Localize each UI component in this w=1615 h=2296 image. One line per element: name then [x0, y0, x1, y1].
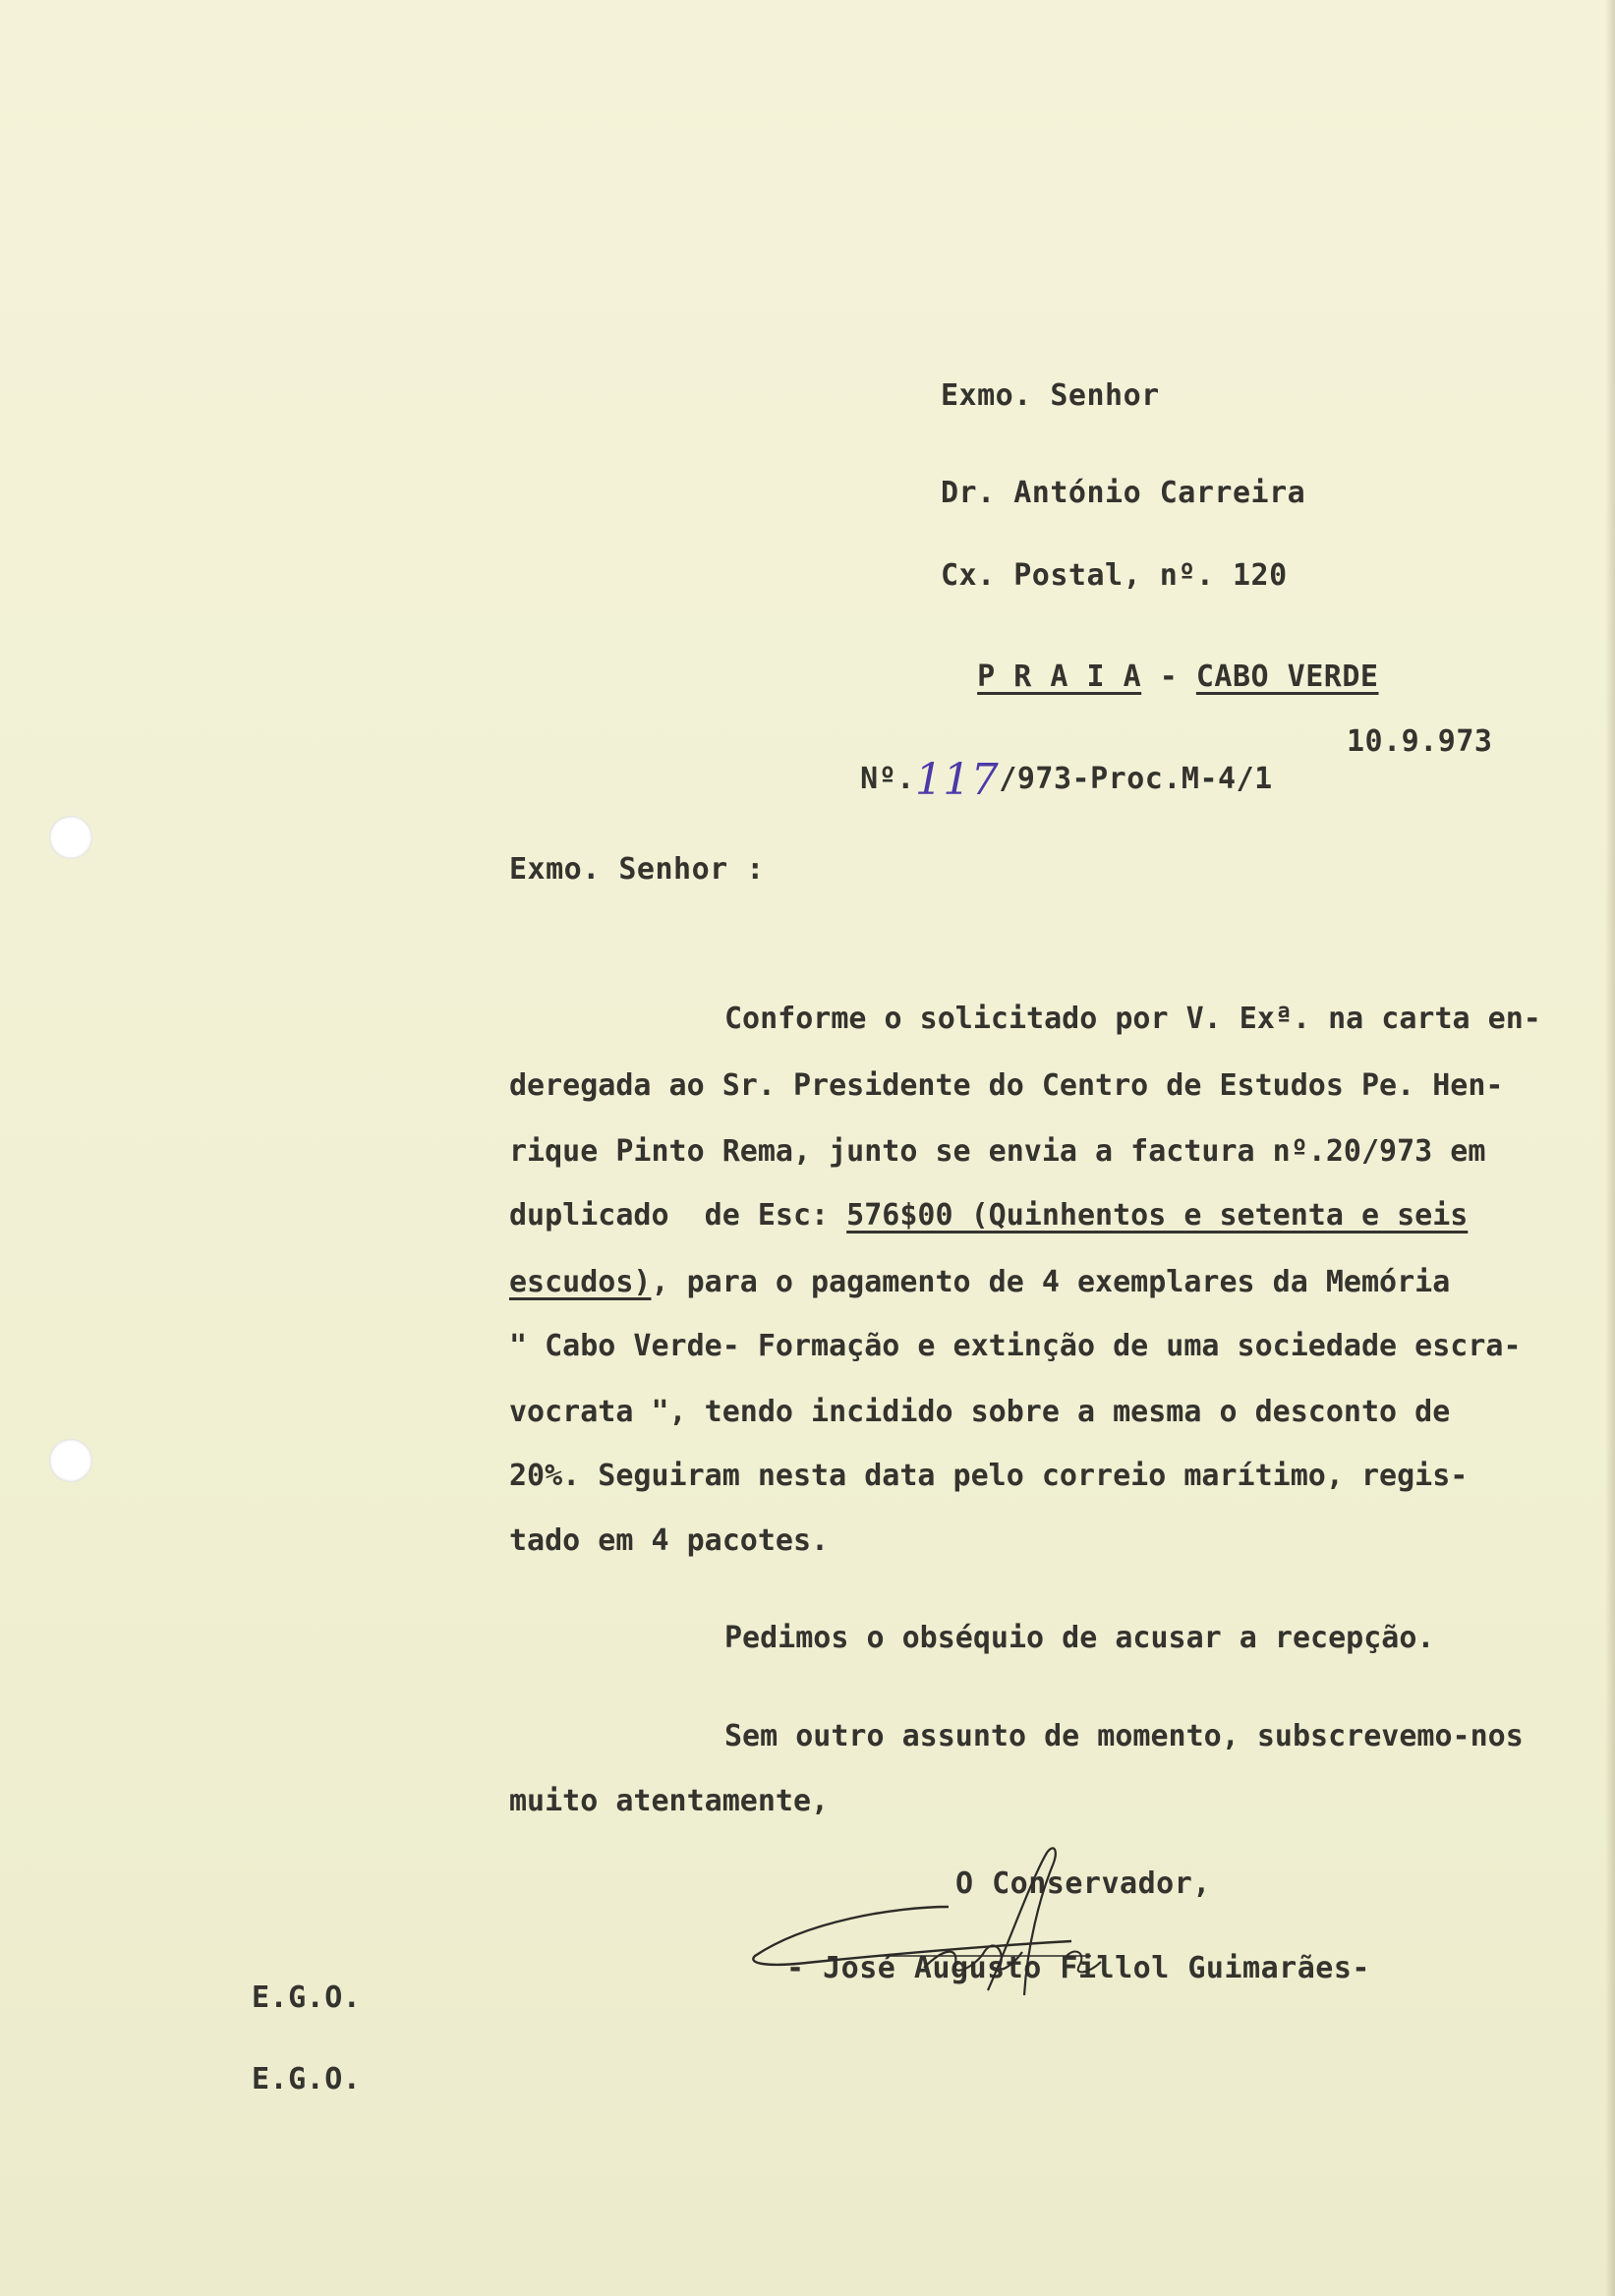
body-line-9: tado em 4 pacotes.: [509, 1523, 830, 1558]
addressee-name: Dr. António Carreira: [941, 476, 1306, 510]
addressee-country: CABO VERDE: [1195, 660, 1379, 694]
page-edge-shadow: [1605, 0, 1615, 2296]
greeting: Exmo. Senhor :: [509, 852, 765, 887]
amount-underlined-end: escudos): [509, 1265, 652, 1299]
reference-suffix: /973-Proc.M-4/1: [999, 762, 1273, 796]
handwritten-signature: [747, 1838, 1258, 2064]
reference-handwritten-number: 117: [914, 755, 1000, 805]
footer-mark-2: E.G.O.: [252, 2062, 362, 2096]
reference-prefix: Nº.: [860, 762, 915, 796]
body-line-4-start: duplicado de Esc:: [509, 1198, 847, 1233]
addressee-postal: Cx. Postal, nº. 120: [941, 558, 1288, 593]
signature-name: - José Augusto Fillol Guimarães-: [786, 1951, 1370, 1985]
amount-underlined: 576$00 (Quinhentos e setenta e seis: [846, 1198, 1469, 1233]
body-line-3: rique Pinto Rema, junto se envia a factura nº.20/973 em: [509, 1134, 1486, 1169]
body-line-8: 20%. Seguiram nesta data pelo correio marítimo, regis-: [509, 1459, 1469, 1493]
reference-line: [824, 723, 1273, 805]
body-line-1: Conforme o solicitado por V. Exª. na carta en-: [724, 1002, 1541, 1036]
body-line-6: " Cabo Verde- Formação e extinção de uma sociedade escra-: [509, 1329, 1522, 1363]
punch-hole-bottom: [49, 1439, 92, 1482]
addressee-salutation: Exmo. Senhor: [941, 378, 1160, 413]
body-line-7: vocrata ", tendo incidido sobre a mesma o desconto de: [509, 1395, 1451, 1429]
body-line-5: [509, 1265, 1451, 1299]
closing-line-1: Sem outro assunto de momento, subscrevemo-nos: [724, 1719, 1524, 1753]
addressee-separator: -: [1159, 660, 1179, 694]
body-line-2: deregada ao Sr. Presidente do Centro de Estudos Pe. Hen-: [509, 1068, 1504, 1103]
body-line-4: [509, 1198, 1469, 1233]
addressee-city: P R A I A: [977, 660, 1142, 694]
body-line-5-rest: , para o pagamento de 4 exemplares da Memória: [651, 1265, 1451, 1299]
footer-mark-1: E.G.O.: [252, 1980, 362, 2015]
punch-hole-top: [49, 816, 92, 859]
addressee-dash: [1141, 660, 1160, 694]
reference-date: 10.9.973: [1347, 724, 1493, 759]
request-paragraph: Pedimos o obséquio de acusar a recepção.: [724, 1621, 1435, 1655]
closing-line-2: muito atentamente,: [509, 1784, 830, 1818]
addressee-city-line: [941, 633, 1379, 692]
signature-title: O Conservador,: [955, 1866, 1211, 1901]
addressee-space: [1178, 660, 1196, 694]
